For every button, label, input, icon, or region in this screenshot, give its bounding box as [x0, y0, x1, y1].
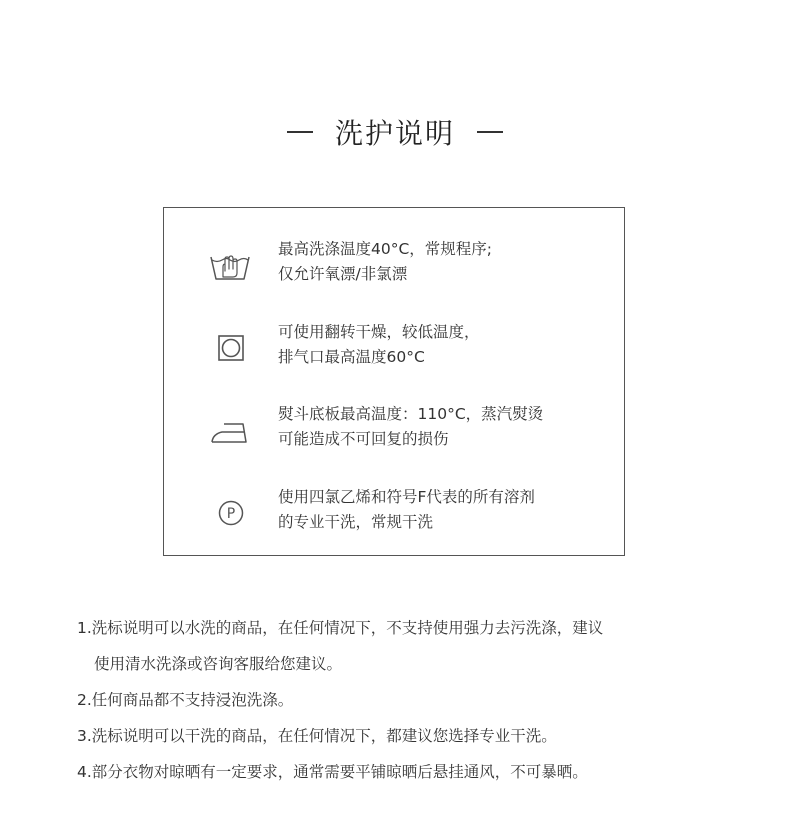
note-text: 4.部分衣物对晾晒有一定要求，通常需要平铺晾晒后悬挂通风，不可暴晒。	[77, 763, 588, 781]
note-text: 1.洗标说明可以水洗的商品，在任何情况下，不支持使用强力去污洗涤，建议	[77, 619, 604, 637]
note-item-1	[77, 610, 767, 682]
title-right-dash	[477, 131, 503, 133]
hand-wash-icon	[208, 247, 252, 283]
professional-dry-clean-p-icon	[208, 495, 252, 531]
note-item-2	[77, 682, 767, 718]
care-line: 使用四氯乙烯和符号F代表的所有溶剂	[278, 488, 535, 506]
care-item-tumble-dry-text	[278, 320, 608, 370]
care-line: 排气口最高温度60°C	[278, 348, 425, 366]
care-item-dry-clean	[164, 481, 624, 541]
care-line: 熨斗底板最高温度：110°C，蒸汽熨烫	[278, 405, 544, 423]
care-line: 仅允许氧漂/非氯漂	[278, 265, 408, 283]
care-instructions-box	[163, 207, 625, 556]
care-item-wash-text	[278, 237, 608, 287]
iron-icon	[208, 412, 252, 448]
care-item-tumble-dry	[164, 316, 624, 376]
care-notes-list	[77, 610, 767, 790]
dry-clean-letter: P	[226, 506, 236, 522]
note-text-continued: 使用清水洗涤或咨询客服给您建议。	[94, 655, 343, 673]
note-text: 3.洗标说明可以干洗的商品，在任何情况下，都建议您选择专业干洗。	[77, 727, 557, 745]
note-item-3	[77, 718, 767, 754]
care-line: 可能造成不可回复的损伤	[278, 430, 449, 448]
section-title-row	[0, 110, 790, 154]
care-item-iron	[164, 398, 624, 458]
page-title: 洗护说明	[334, 117, 455, 150]
care-line: 最高洗涤温度40°C，常规程序;	[278, 240, 493, 258]
care-line: 可使用翻转干燥，较低温度，	[278, 323, 480, 341]
note-item-4	[77, 754, 767, 790]
note-text: 2.任何商品都不支持浸泡洗涤。	[77, 691, 294, 709]
care-item-iron-text	[278, 402, 608, 452]
care-item-wash	[164, 233, 624, 293]
title-left-dash	[287, 131, 313, 133]
tumble-dry-low-icon	[208, 330, 252, 366]
care-item-dry-clean-text	[278, 485, 608, 535]
care-line: 的专业干洗，常规干洗	[278, 513, 434, 531]
